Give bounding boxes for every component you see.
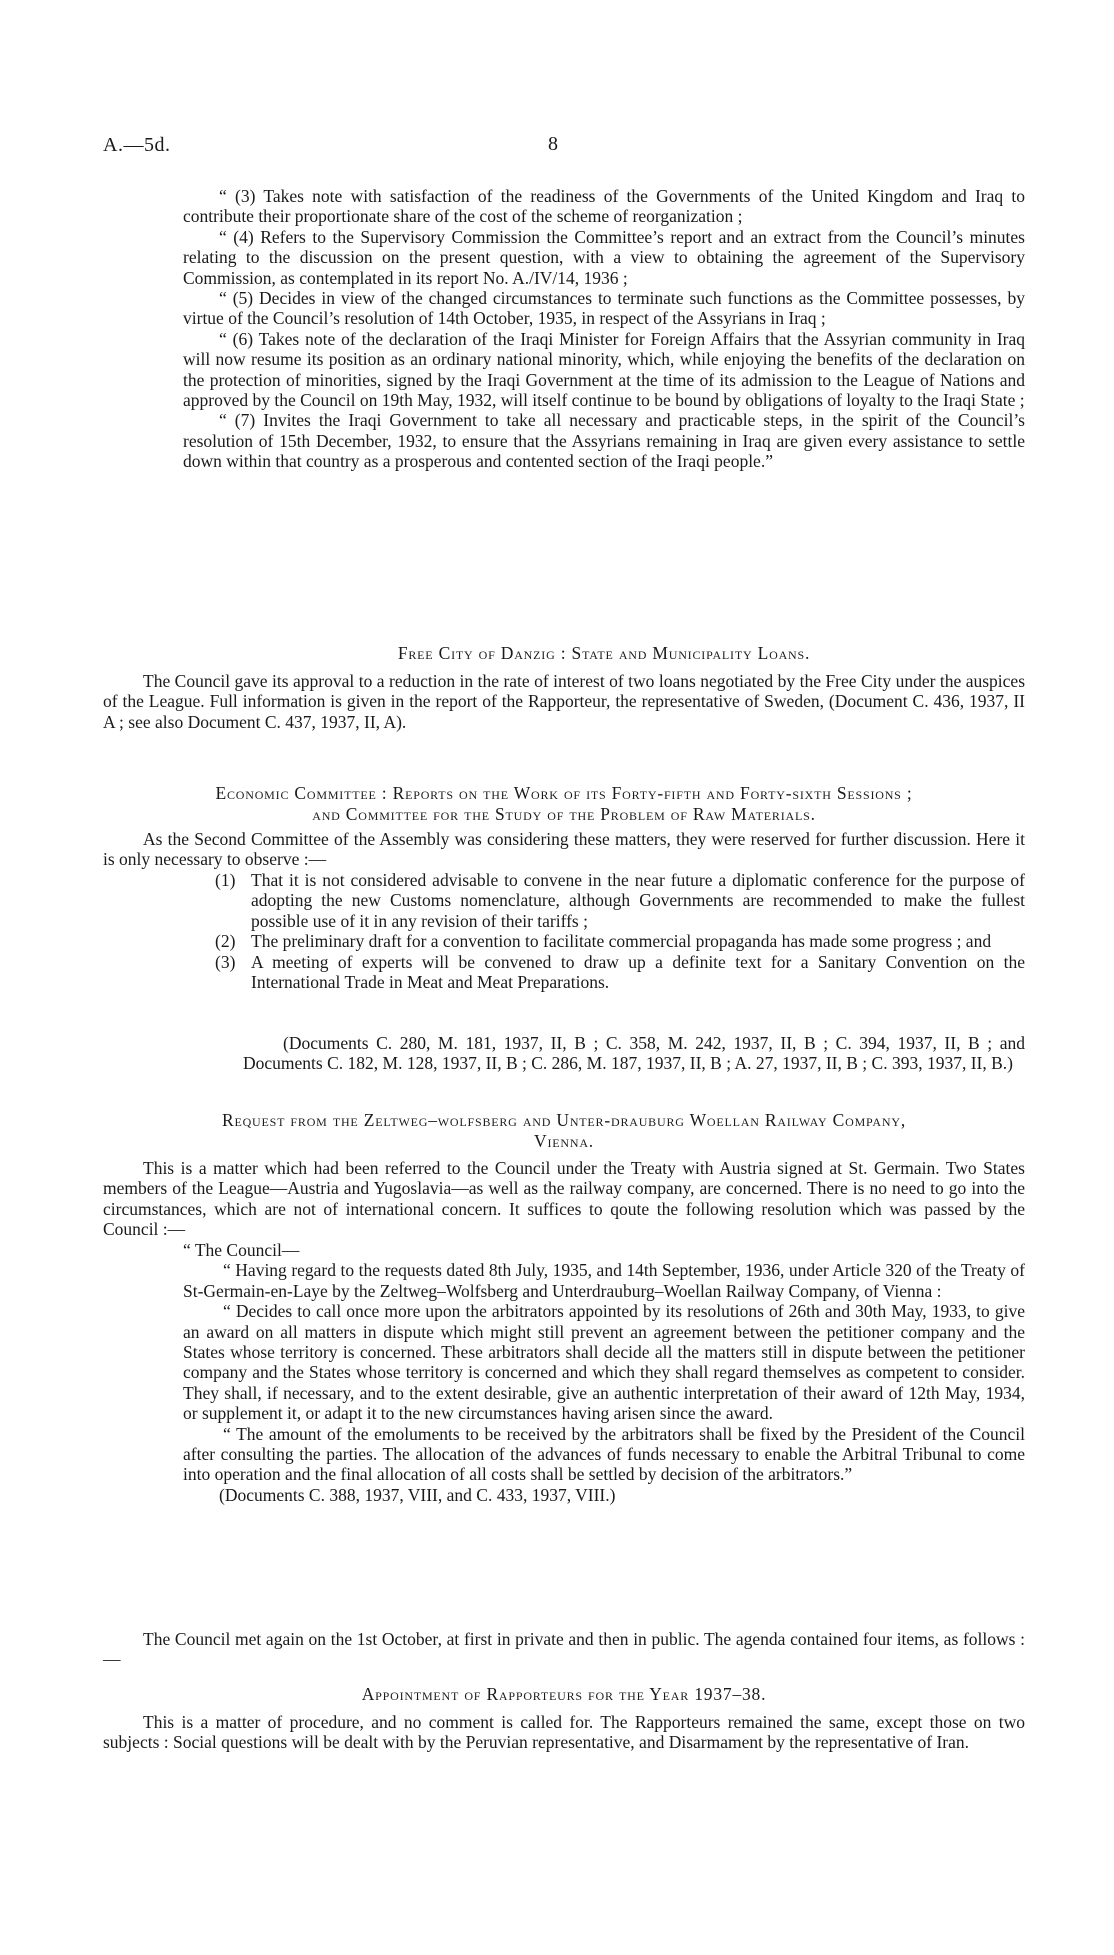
resolution-continuation xyxy=(183,186,1025,472)
council-label: “ The Council— xyxy=(183,1240,300,1260)
resolution-item-4: “ (4) Refers to the Supervisory Commission the Committee’s report and an extract from the Council’s minutes relating to the discussion on the present question, with a view to obtaining the agreement of the Supervisory Commission, as contemplated in its report No. A./IV/14, 1936 ; xyxy=(183,226,1025,288)
railway-resolution-para-1: “ Having regard to the requests dated 8th July, 1935, and 14th September, 1936, under Article 320 of the Treaty of St-Germain-en-Laye by the Zeltweg–Wolfsberg and Unterdrauburg–Woellan Railway Company, of Vienna : xyxy=(183,1260,1025,1301)
list-item xyxy=(215,931,1025,951)
list-text: That it is not considered advisable to convene in the near future a diplomatic conference for the purpose of adopting the new Customs nomenclature, although Governments are recommended to make the fullest possible use of it in any revision of their tariffs ; xyxy=(251,870,1025,931)
economic-documents-block xyxy=(243,1033,1025,1074)
railway-documents: (Documents C. 388, 1937, VIII, and C. 433, 1937, VIII.) xyxy=(219,1484,616,1505)
resolution-item-3: “ (3) Takes note with satisfaction of the readiness of the Governments of the United Kingdom and Iraq to contribute their proportionate share of the cost of the scheme of reorganization ; xyxy=(183,186,1025,227)
rapporteurs-heading: Appointment of Rapporteurs for the Year 1937–38. xyxy=(361,1684,767,1704)
rapporteurs-text-block xyxy=(103,1712,1025,1753)
list-number: (2) xyxy=(215,931,236,952)
railway-intro-block xyxy=(103,1158,1025,1240)
resolution-item-6: “ (6) Takes note of the declaration of the Iraqi Minister for Foreign Affairs that the Assyrian community in Iraq will now resume its position as an ordinary national minority, which, while enjoying the benefits of the declaration on the protection of minorities, signed by the Iraqi Government at the time of its admission to the League of Nations and approved by the Council on 19th May, 1932, will itself continue to be bound by obligations of loyalty to the Iraqi State ; xyxy=(183,328,1025,411)
economic-intro-block xyxy=(103,829,1025,870)
railway-intro: This is a matter which had been referred to the Council under the Treaty with Austria signed at St. Germain. Two States members of the League—Austria and Yugoslavia—as well as the railway company, are concerned. There is no need to go into the circumstances, which are not of international concern. It suffices to qoute the following resolution which was passed by the Council :— xyxy=(103,1158,1025,1240)
economic-heading-line1: Economic Committee : Reports on the Work of its Forty-fifth and Forty-sixth Sessions ; xyxy=(215,783,913,803)
economic-heading-line2: and Committee for the Study of the Problem of Raw Materials. xyxy=(312,804,816,824)
danzig-text-block xyxy=(103,671,1025,732)
economic-documents: (Documents C. 280, M. 181, 1937, II, B ; C. 358, M. 242, 1937, II, B ; C. 394, 1937, II, B ; and Documents C. 182, M. 128, 1937, II, B ; C. 286, M. 187, 1937, II, B ; A. 27, 1937, II, B ; C. 393, 1937, II, B.) xyxy=(243,1033,1025,1074)
railway-resolution-block xyxy=(183,1240,1025,1505)
page-number: 8 xyxy=(548,133,558,155)
railway-closing: The Council met again on the 1st October, at first in private and then in public. The agenda contained four items, as follows :— xyxy=(103,1629,1025,1670)
railway-resolution-para-3: “ The amount of the emoluments to be received by the arbitrators shall be fixed by the President of the Council after consulting the parties. The allocation of the advances of funds necessary to enable the Arbitral Tribunal to come into operation and the final allocation of all costs shall be settled by decision of the arbitrators.” xyxy=(183,1423,1025,1485)
danzig-paragraph: The Council gave its approval to a reduction in the rate of interest of two loans negotiated by the Free City under the auspices of the League. Full information is given in the report of the Rapporteur, the representative of Sweden, (Document C. 436, 1937, II A ; see also Document C. 437, 1937, II, A). xyxy=(103,671,1025,732)
document-reference: A.—5d. xyxy=(103,134,171,156)
economic-list xyxy=(215,870,1025,992)
list-item xyxy=(215,870,1025,931)
railway-resolution-para-2: “ Decides to call once more upon the arbitrators appointed by its resolutions of 26th and 30th May, 1933, to give an award on all matters in dispute which might still prevent an agreement between the petitioner company and the States whose territory is concerned. These arbitrators shall decide all the matters still in dispute between the petitioner company and the States whose territory is concerned and which they shall regard themselves as competent to consider. They shall, if necessary, and to the extent desirable, give an authentic interpretation of their award of 12th May, 1934, or supplement it, or adapt it to the new circumstances having arisen since the award. xyxy=(183,1301,1025,1424)
list-number: (3) xyxy=(215,951,236,972)
list-text: The preliminary draft for a convention to facilitate commercial propaganda has made some progress ; and xyxy=(251,931,992,952)
resolution-item-7: “ (7) Invites the Iraqi Government to take all necessary and practicable steps, in the spirit of the Council’s resolution of 15th December, 1932, to ensure that the Assyrians remaining in Iraq are given every assistance to settle down within that country as a prosperous and contented section of the Iraqi people.” xyxy=(183,410,1025,472)
list-text: A meeting of experts will be convened to draw up a definite text for a Sanitary Convention on the International Trade in Meat and Meat Preparations. xyxy=(251,951,1025,993)
railway-closing-block xyxy=(103,1629,1025,1670)
rapporteurs-paragraph: This is a matter of procedure, and no comment is called for. The Rapporteurs remained the same, except those on two subjects : Social questions will be dealt with by the Peruvian representative, and Disarmament by the representative of Iran. xyxy=(103,1712,1025,1753)
list-item xyxy=(215,952,1025,993)
railway-heading-line2: Vienna. xyxy=(534,1131,594,1151)
railway-heading-line1: Request from the Zeltweg–wolfsberg and Unter-drauburg Woellan Railway Company, xyxy=(221,1110,906,1130)
economic-intro: As the Second Committee of the Assembly was considering these matters, they were reserved for further discussion. Here it is only necessary to observe :— xyxy=(103,829,1025,870)
danzig-heading: Free City of Danzig : State and Municipality Loans. xyxy=(397,643,811,663)
resolution-item-5: “ (5) Decides in view of the changed circumstances to terminate such functions as the Committee possesses, by virtue of the Council’s resolution of 14th October, 1935, in respect of the Assyrians in Iraq ; xyxy=(183,288,1025,329)
list-number: (1) xyxy=(215,870,236,890)
